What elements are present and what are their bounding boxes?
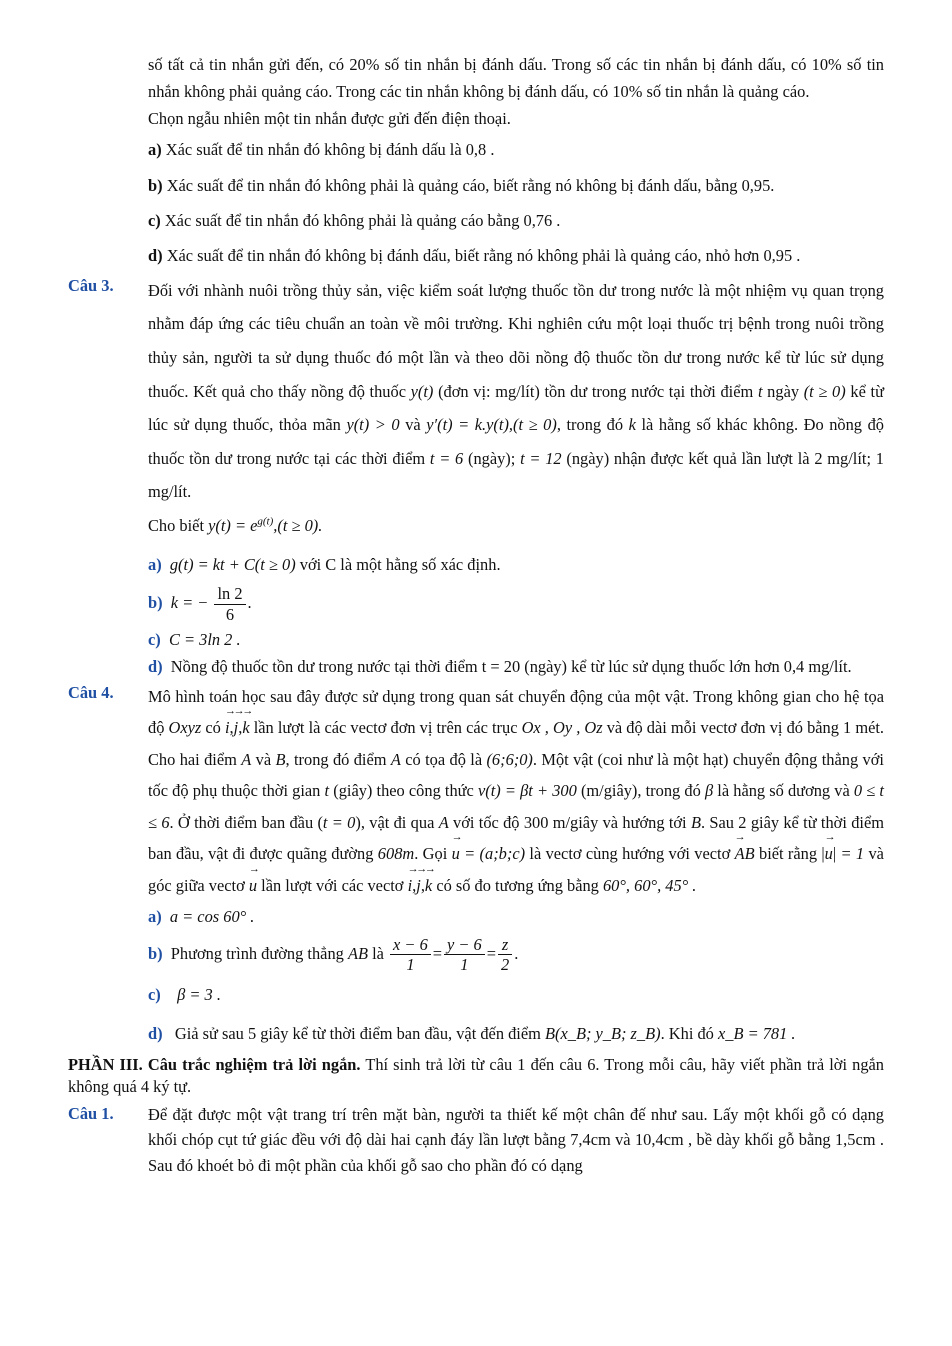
option-text: Giả sử sau 5 giây kể từ thời điểm ban đầu, vật đến điểm [174, 1024, 541, 1044]
vector-u: → u [452, 838, 460, 870]
part-3-heading [68, 1054, 884, 1098]
option-label: b) [148, 175, 163, 195]
formula: 0 ≤ t ≤ 6 [148, 781, 884, 832]
formula: v(t) = βt + 300 [478, 781, 577, 801]
option-text: Xác suất để tin nhắn đó không phải là quảng cáo bằng 0,76 . [164, 211, 561, 231]
q2-instruction: Chọn ngẫu nhiên một tin nhắn được gửi đến điện thoại. [148, 109, 511, 129]
option-label: d) [148, 656, 163, 676]
formula: t [324, 781, 330, 801]
text: (giây) theo công thức [333, 781, 474, 801]
text: là hằng số khác không. Đo nồng độ thuốc tồn dư trong [148, 415, 884, 468]
q2-option-b [148, 174, 884, 197]
question-label: Câu 3. [68, 275, 114, 295]
fraction-numerator: z [498, 935, 512, 956]
formula: t [757, 381, 763, 401]
formula: β = 3 . [177, 985, 221, 1005]
vector-k: → k [242, 712, 249, 744]
fraction [390, 935, 431, 975]
text: , trong đó [556, 415, 624, 435]
vector-k: → k [425, 870, 432, 902]
formula: A [438, 812, 449, 832]
text: . Khi đó [660, 1024, 714, 1044]
text: là hằng số dương và [717, 781, 850, 801]
text: . [247, 592, 252, 612]
document-page [0, 52, 952, 1178]
text: và độ dài mỗi vectơ đơn vị đó bằng 1 mét. Cho hai điểm [148, 718, 884, 769]
option-label: c) [148, 630, 161, 650]
formula: B [690, 812, 701, 832]
formula: = 1 [840, 844, 865, 864]
text: lần lượt với các vectơ [261, 875, 404, 895]
text: có số đo tương ứng bằng [436, 875, 599, 895]
formula: t = 12 [520, 448, 562, 468]
text: mg/lít) tồn dư trong nước tại thời điểm [495, 381, 754, 401]
formula: t = 0 [322, 812, 356, 832]
option-label: a) [148, 140, 162, 160]
question-body: Để đặt được một vật trang trí trên mặt bàn, người ta thiết kế một chân đế như sau. Lấy một khối gỗ có dạng khối chóp cụt tứ giác đều với độ dài hai cạnh đáy lần lượt bằng 7,4cm và 10,4cm , bề dày khối gỗ bằng 1,5cm . Sau đó khoét bỏ đi một phần của khối gỗ sao cho phần đó có dạng [148, 1104, 884, 1175]
formula: β [704, 781, 714, 801]
q2-option-d [148, 244, 884, 267]
text: là vectơ cùng hướng với vectơ [529, 844, 731, 864]
option-text: Phương trình đường thẳng [170, 943, 344, 963]
fraction-numerator: x − 6 [390, 935, 431, 956]
q3-options [148, 553, 884, 677]
formula: y(t) > 0 [346, 415, 400, 435]
q4-option-d [148, 1022, 884, 1045]
text: (đơn vị: [438, 381, 491, 401]
q2-option-a [148, 138, 884, 161]
text: biết rằng [759, 844, 818, 864]
text: Mô hình toán học sau đây được sử dụng trong quan sát chuyển động của một vật. Trong không gian cho hệ tọa độ [148, 686, 884, 738]
text: (ngày); [467, 448, 516, 468]
part3-question-1 [68, 1102, 884, 1178]
text: . Sau 2 giây kể từ thời điểm ban đầu, vật đi được quãng đường [148, 812, 884, 864]
question-4 [68, 681, 884, 1046]
text: Cho biết [148, 516, 204, 536]
formula: Ox , Oy , Oz [521, 718, 603, 738]
q4-options [148, 905, 884, 1045]
fraction-numerator: ln 2 [214, 584, 245, 605]
formula: A [241, 749, 252, 769]
text: lần lượt là các vectơ đơn vị trên các trục [253, 718, 518, 738]
option-label: a) [148, 907, 162, 927]
option-text: Nồng độ thuốc tồn dư trong nước tại thời điểm t = 20 (ngày) kể từ lúc sử dụng thuốc lớn hơn 0,4 mg/lít. [170, 656, 852, 676]
vector-j: → j [416, 870, 421, 902]
part-instructions: Thí sinh trả lời từ câu 1 đến câu 6. Trong mỗi câu, hãy viết phần trả lời ngắn không quá 4 ký tự. [68, 1054, 884, 1096]
formula: y(t) [410, 381, 434, 401]
formula: ,(t ≥ 0). [273, 516, 323, 536]
q4-option-c [148, 983, 884, 1006]
text: , trong đó điểm [285, 749, 387, 769]
fraction [444, 935, 485, 975]
fraction-denominator: 6 [225, 604, 235, 624]
text: ngày [767, 381, 800, 401]
option-label: b) [148, 943, 163, 963]
text: (ngày) nhận được kết quả lần lượt là 2 mg/lít; 1 mg/lít. [148, 448, 884, 502]
q3-option-b [148, 584, 884, 624]
formula: Oxyz [168, 718, 202, 738]
formula: 60°, 60°, 45° . [602, 875, 697, 895]
q4-option-b: b) Phương trình đường thẳng AB là $\frac{x - 6}{1}$ = $\frac{y - 6}{1}$ = $\frac{z}{2}$ . [148, 934, 519, 975]
formula: k = − [170, 592, 209, 612]
formula: 608m [377, 844, 415, 864]
formula: y(t) = e [208, 516, 258, 536]
q4-option-a [148, 905, 884, 928]
option-label: d) [148, 1024, 163, 1044]
formula: x_B = 781 . [717, 1024, 796, 1044]
option-label: a) [148, 554, 162, 574]
text: (m/giây), trong đó [580, 781, 701, 801]
formula: (t ≥ 0) [803, 381, 846, 401]
text: kể từ lúc sử dụng thuốc, thỏa mãn [148, 381, 884, 435]
text: và [405, 415, 421, 435]
option-label: d) [148, 246, 163, 266]
q3-option-c [148, 628, 884, 651]
formula: B [275, 749, 286, 769]
text: với tốc độ 300 m/giây và hướng tới [453, 812, 687, 832]
q3-paragraph: Đối với nhành nuôi trồng thủy sản, việc kiểm soát lượng thuốc tồn dư trong nước là một nhiệm vụ quan trọng nhằm đáp ứng các tiêu chuẩn an toàn về môi trường. Khi nghiên cứu một loại thuốc trị bệnh trong nuôi trồng thủy sản, người ta sử dụng thuốc đó một lần và theo dõi nồng độ thuốc tồn dư trong nước kể từ lúc sử dụng thuốc. Kết quả cho thấy nồng độ thuốc [148, 280, 884, 401]
text: có tọa độ là [405, 749, 483, 769]
vector-u: → u [825, 838, 833, 870]
text: nước tại các thời điểm [276, 448, 426, 468]
q3-option-d [148, 656, 884, 677]
formula-exponent: g(t) [257, 515, 274, 528]
vector-u: → u [249, 870, 257, 902]
option-text: Xác suất để tin nhắn đó không phải là quảng cáo, biết rằng nó không bị đánh dấu, bằng 0,95. [166, 175, 775, 195]
fraction [498, 935, 512, 975]
vector-j: → j [234, 712, 239, 744]
question-body [148, 274, 884, 543]
text: và [255, 749, 272, 769]
vector-ab: → AB [735, 838, 755, 870]
text: Một vật (coi như là một hạt) chuyển động thẳng với tốc độ phụ thuộc thời gian [148, 749, 884, 801]
vector-i: → i [408, 870, 413, 902]
part-title: PHẦN III. Câu trắc nghiệm trả lời ngắn. [68, 1054, 361, 1074]
question-body: Mô hình toán học sau đây được sử dụng trong quan sát chuyển động của một vật. Trong không gian cho hệ tọa độ Oxyz có → i,→ j,→ k lần lượt là các vectơ đơn vị trên các trục Ox , Oy , Oz và độ dài mỗi vectơ đơn vị đó bằng 1 mét. Cho hai điểm A và B, trong đó điểm A có tọa độ là (6;6;0). Một vật (coi như là một hạt) chuyển động thẳng với tốc độ phụ thuộc thời gian t (giây) theo công thức v(t) = βt + 300 (m/giây), trong đó β là hằng số dương và 0 ≤ t ≤ 6. Ở thời điểm ban đầu (t = 0), vật đi qua A với tốc độ 300 m/giây và hướng tới B. Sau 2 giây kể từ thời điểm ban đầu, vật đi được quãng đường 608m. Gọi → u = (a;b;c) là vectơ cùng hướng với vectơ → AB biết rằng |→ u| = 1 và góc giữa vectơ → u lần lượt với các vectơ → i,→ j,→ k có số đo tương ứng bằng 60°, 60°, 45° . [148, 681, 884, 902]
q3-option-a [148, 553, 884, 576]
formula: g(t) = kt + C(t ≥ 0) [169, 554, 296, 574]
formula: (6;6;0) [486, 749, 533, 769]
option-text: Xác suất để tin nhắn đó không bị đánh dấu, biết rằng nó không phải là quảng cáo, nhỏ hơn 0,95 . [166, 246, 801, 266]
option-text: với C là một hằng số xác định. [299, 554, 501, 574]
fraction-denominator: 1 [406, 955, 415, 975]
question-label: Câu 4. [68, 682, 114, 702]
q2-option-c [148, 209, 884, 232]
formula: k [628, 415, 636, 435]
fraction-denominator: 1 [460, 955, 469, 975]
text: . Ở thời điểm ban đầu ( [169, 812, 323, 832]
fraction-numerator: y − 6 [444, 935, 485, 956]
formula: B(x_B; y_B; z_B) [545, 1024, 661, 1044]
fraction-denominator: 2 [501, 955, 510, 975]
formula: y′(t) = k.y(t),(t ≥ 0) [426, 415, 557, 435]
text: là [372, 943, 384, 963]
q2-text: số tất cả tin nhắn gửi đến, có 20% số tin nhắn bị đánh dấu. Trong số các tin nhắn bị đánh dấu, có 10% số tin nhắn không phải quảng cáo. Trong các tin nhắn không bị đánh dấu, có 10% số tin nhắn là quảng cáo. [148, 55, 884, 101]
vector-i: → i [225, 712, 230, 744]
formula: AB [347, 943, 368, 963]
formula: C = 3ln 2 . [168, 630, 241, 650]
question-label: Câu 1. [68, 1103, 114, 1123]
option-label: c) [148, 211, 161, 231]
text: và góc giữa vectơ [148, 844, 884, 895]
option-label: b) [148, 592, 163, 612]
formula: A [390, 749, 401, 769]
fraction [214, 584, 245, 624]
option-text: Xác suất để tin nhắn đó không bị đánh dấu là 0,8 . [165, 140, 495, 160]
formula: t = 6 [429, 448, 464, 468]
q2-continuation [148, 52, 884, 268]
text: ), vật đi qua [355, 812, 435, 832]
formula: = (a;b;c) [464, 844, 526, 864]
option-label: c) [148, 985, 161, 1005]
question-3 [68, 274, 884, 677]
text: . Gọi [414, 844, 448, 864]
formula: a = cos 60° . [169, 907, 255, 927]
text: có [205, 718, 221, 738]
